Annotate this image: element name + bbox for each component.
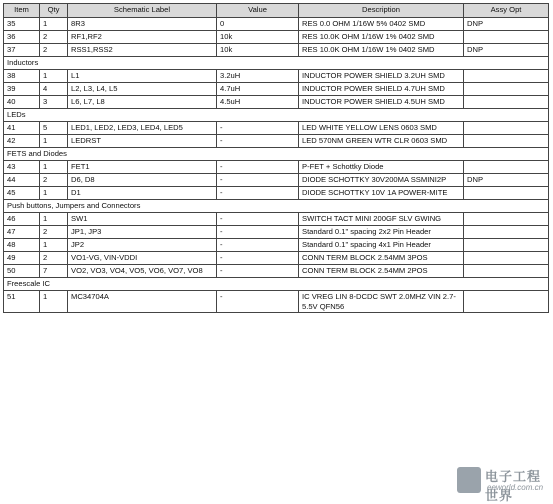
cell-qty: 1 — [40, 18, 68, 31]
section-row — [4, 57, 549, 70]
cell-assy-opt — [464, 291, 549, 313]
cell-assy-opt — [464, 96, 549, 109]
cell-qty: 2 — [40, 31, 68, 44]
cell-description: SWITCH TACT MINI 200GF SLV GWING — [299, 213, 464, 226]
cell-schematic-label: VO2, VO3, VO4, VO5, VO6, VO7, VO8 — [68, 265, 217, 278]
cell-item: 38 — [4, 70, 40, 83]
cell-schematic-label: L2, L3, L4, L5 — [68, 83, 217, 96]
cell-qty: 1 — [40, 135, 68, 148]
table-row — [4, 213, 549, 226]
cell-value: 3.2uH — [217, 70, 299, 83]
table-row — [4, 70, 549, 83]
section-title: Freescale IC — [4, 278, 549, 291]
cell-assy-opt: DNP — [464, 44, 549, 57]
cell-assy-opt — [464, 252, 549, 265]
cell-value: - — [217, 291, 299, 313]
table-row — [4, 96, 549, 109]
cell-value: - — [217, 187, 299, 200]
table-row — [4, 239, 549, 252]
cell-item: 49 — [4, 252, 40, 265]
cell-schematic-label: LEDRST — [68, 135, 217, 148]
cell-description: RES 10.0K OHM 1/16W 1% 0402 SMD — [299, 44, 464, 57]
cell-item: 47 — [4, 226, 40, 239]
cell-description: CONN TERM BLOCK 2.54MM 3POS — [299, 252, 464, 265]
cell-description: P-FET + Schottky Diode — [299, 161, 464, 174]
cell-qty: 1 — [40, 187, 68, 200]
table-row — [4, 187, 549, 200]
cell-qty: 1 — [40, 213, 68, 226]
section-title: Inductors — [4, 57, 549, 70]
section-row — [4, 148, 549, 161]
cell-qty: 1 — [40, 161, 68, 174]
table-row — [4, 252, 549, 265]
cell-item: 42 — [4, 135, 40, 148]
cell-value: - — [217, 265, 299, 278]
watermark-logo-icon — [457, 467, 481, 493]
cell-qty: 3 — [40, 96, 68, 109]
table-row — [4, 83, 549, 96]
cell-assy-opt — [464, 265, 549, 278]
table-row — [4, 135, 549, 148]
table-row — [4, 31, 549, 44]
cell-schematic-label: RF1,RF2 — [68, 31, 217, 44]
cell-value: - — [217, 226, 299, 239]
cell-item: 46 — [4, 213, 40, 226]
cell-assy-opt — [464, 70, 549, 83]
cell-schematic-label: JP2 — [68, 239, 217, 252]
header-value: Value — [217, 4, 299, 18]
cell-qty: 1 — [40, 239, 68, 252]
table-row — [4, 265, 549, 278]
watermark — [457, 466, 549, 504]
cell-item: 48 — [4, 239, 40, 252]
cell-item: 50 — [4, 265, 40, 278]
cell-value: 4.7uH — [217, 83, 299, 96]
cell-qty: 1 — [40, 291, 68, 313]
cell-qty: 5 — [40, 122, 68, 135]
cell-description: INDUCTOR POWER SHIELD 4.5UH SMD — [299, 96, 464, 109]
cell-assy-opt — [464, 187, 549, 200]
table-row — [4, 226, 549, 239]
header-item: Item — [4, 4, 40, 18]
cell-schematic-label: L1 — [68, 70, 217, 83]
table-row — [4, 44, 549, 57]
cell-schematic-label: FET1 — [68, 161, 217, 174]
cell-item: 36 — [4, 31, 40, 44]
cell-assy-opt — [464, 135, 549, 148]
section-row — [4, 200, 549, 213]
cell-value: - — [217, 174, 299, 187]
cell-item: 39 — [4, 83, 40, 96]
cell-qty: 4 — [40, 83, 68, 96]
cell-description: DIODE SCHOTTKY 10V 1A POWER-MITE — [299, 187, 464, 200]
cell-qty: 7 — [40, 265, 68, 278]
cell-value: 10k — [217, 31, 299, 44]
table-row — [4, 122, 549, 135]
cell-qty: 1 — [40, 70, 68, 83]
cell-assy-opt — [464, 83, 549, 96]
cell-description: IC VREG LIN 8-DCDC SWT 2.0MHZ VIN 2.7-5.5V QFN56 — [299, 291, 464, 313]
cell-item: 45 — [4, 187, 40, 200]
cell-value: - — [217, 122, 299, 135]
cell-schematic-label: RSS1,RSS2 — [68, 44, 217, 57]
cell-description: RES 0.0 OHM 1/16W 5% 0402 SMD — [299, 18, 464, 31]
cell-description: Standard 0.1" spacing 2x2 Pin Header — [299, 226, 464, 239]
watermark-url: eeworld.com.cn — [487, 483, 544, 492]
cell-item: 40 — [4, 96, 40, 109]
cell-item: 41 — [4, 122, 40, 135]
cell-qty: 2 — [40, 252, 68, 265]
header-row — [4, 4, 549, 18]
cell-description: Standard 0.1" spacing 4x1 Pin Header — [299, 239, 464, 252]
cell-item: 35 — [4, 18, 40, 31]
table-row — [4, 161, 549, 174]
cell-item: 44 — [4, 174, 40, 187]
cell-description: DIODE SCHOTTKY 30V200MA SSMINI2P — [299, 174, 464, 187]
cell-value: 0 — [217, 18, 299, 31]
table-row — [4, 291, 549, 313]
cell-schematic-label: D1 — [68, 187, 217, 200]
cell-value: - — [217, 135, 299, 148]
header-schematic-label: Schematic Label — [68, 4, 217, 18]
cell-assy-opt — [464, 31, 549, 44]
watermark-title: 电子工程世界 — [485, 470, 542, 504]
cell-value: - — [217, 213, 299, 226]
cell-schematic-label: L6, L7, L8 — [68, 96, 217, 109]
cell-item: 51 — [4, 291, 40, 313]
cell-assy-opt: DNP — [464, 18, 549, 31]
cell-value: - — [217, 239, 299, 252]
cell-item: 43 — [4, 161, 40, 174]
cell-schematic-label: JP1, JP3 — [68, 226, 217, 239]
cell-value: - — [217, 161, 299, 174]
cell-description: RES 10.0K OHM 1/16W 1% 0402 SMD — [299, 31, 464, 44]
section-title: LEDs — [4, 109, 549, 122]
header-qty: Qty — [40, 4, 68, 18]
bom-body — [4, 18, 549, 313]
section-title: FETS and Diodes — [4, 148, 549, 161]
cell-assy-opt — [464, 213, 549, 226]
cell-schematic-label: VO1-VG, VIN-VDDI — [68, 252, 217, 265]
table-row — [4, 18, 549, 31]
cell-description: LED WHITE YELLOW LENS 0603 SMD — [299, 122, 464, 135]
cell-description: CONN TERM BLOCK 2.54MM 2POS — [299, 265, 464, 278]
cell-qty: 2 — [40, 226, 68, 239]
section-row — [4, 109, 549, 122]
cell-value: 4.5uH — [217, 96, 299, 109]
cell-schematic-label: D6, D8 — [68, 174, 217, 187]
cell-assy-opt — [464, 161, 549, 174]
cell-qty: 2 — [40, 174, 68, 187]
section-row — [4, 278, 549, 291]
bom-table — [3, 3, 549, 313]
cell-assy-opt: DNP — [464, 174, 549, 187]
cell-value: - — [217, 252, 299, 265]
cell-assy-opt — [464, 226, 549, 239]
header-description: Description — [299, 4, 464, 18]
cell-value: 10k — [217, 44, 299, 57]
cell-schematic-label: MC34704A — [68, 291, 217, 313]
cell-assy-opt — [464, 239, 549, 252]
cell-item: 37 — [4, 44, 40, 57]
cell-description: INDUCTOR POWER SHIELD 4.7UH SMD — [299, 83, 464, 96]
cell-assy-opt — [464, 122, 549, 135]
cell-description: LED 570NM GREEN WTR CLR 0603 SMD — [299, 135, 464, 148]
header-assy-opt: Assy Opt — [464, 4, 549, 18]
cell-description: INDUCTOR POWER SHIELD 3.2UH SMD — [299, 70, 464, 83]
cell-schematic-label: SW1 — [68, 213, 217, 226]
cell-schematic-label: 8R3 — [68, 18, 217, 31]
table-row — [4, 174, 549, 187]
cell-schematic-label: LED1, LED2, LED3, LED4, LED5 — [68, 122, 217, 135]
cell-qty: 2 — [40, 44, 68, 57]
section-title: Push buttons, Jumpers and Connectors — [4, 200, 549, 213]
